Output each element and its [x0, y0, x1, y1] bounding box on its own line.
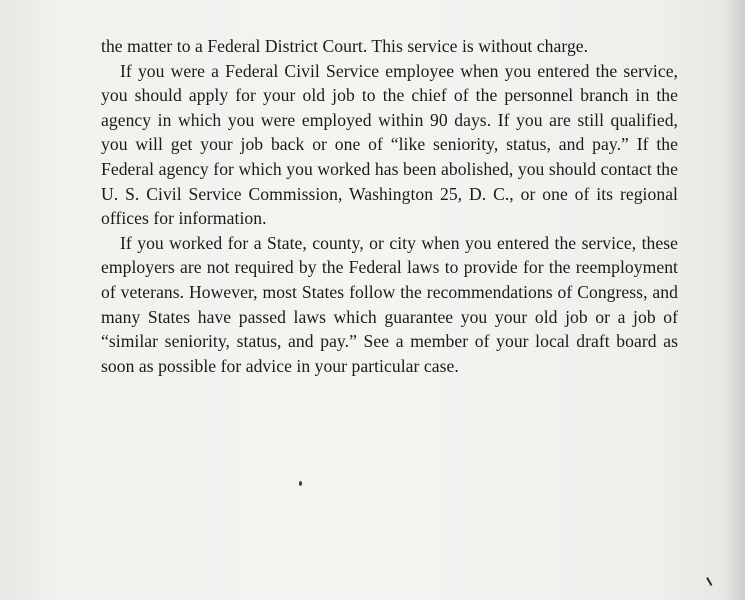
paragraph-3: If you worked for a State, county, or city when you entered the service, these employers are not required by the Federal laws to provide for the reemployment of veterans. However, most States follow the recommendations of Congress, and many States have passed laws which guarantee you your old job or a job of “similar seniority, status, and pay.” See a member of your local draft board as soon as possible for advice in your particular case. [101, 232, 678, 376]
corner-mark [706, 575, 716, 586]
paragraph-2: If you were a Federal Civil Service employee when you entered the service, you should apply for your old job to the chief of the personnel branch in the agency in which you were employed within 90 days. If you are still qualified, you will get your job back or one of “like seniority, status, and pay.” If the Federal agency for which you worked has been abolished, you should contact the U. S. Civil Service Commission, Washington 25, D. C., or one of its regional offices for information. [101, 60, 678, 229]
body-text [101, 34, 678, 378]
paragraph-1: the matter to a Federal District Court. This service is without charge. [101, 36, 589, 56]
ink-speck [299, 481, 302, 486]
